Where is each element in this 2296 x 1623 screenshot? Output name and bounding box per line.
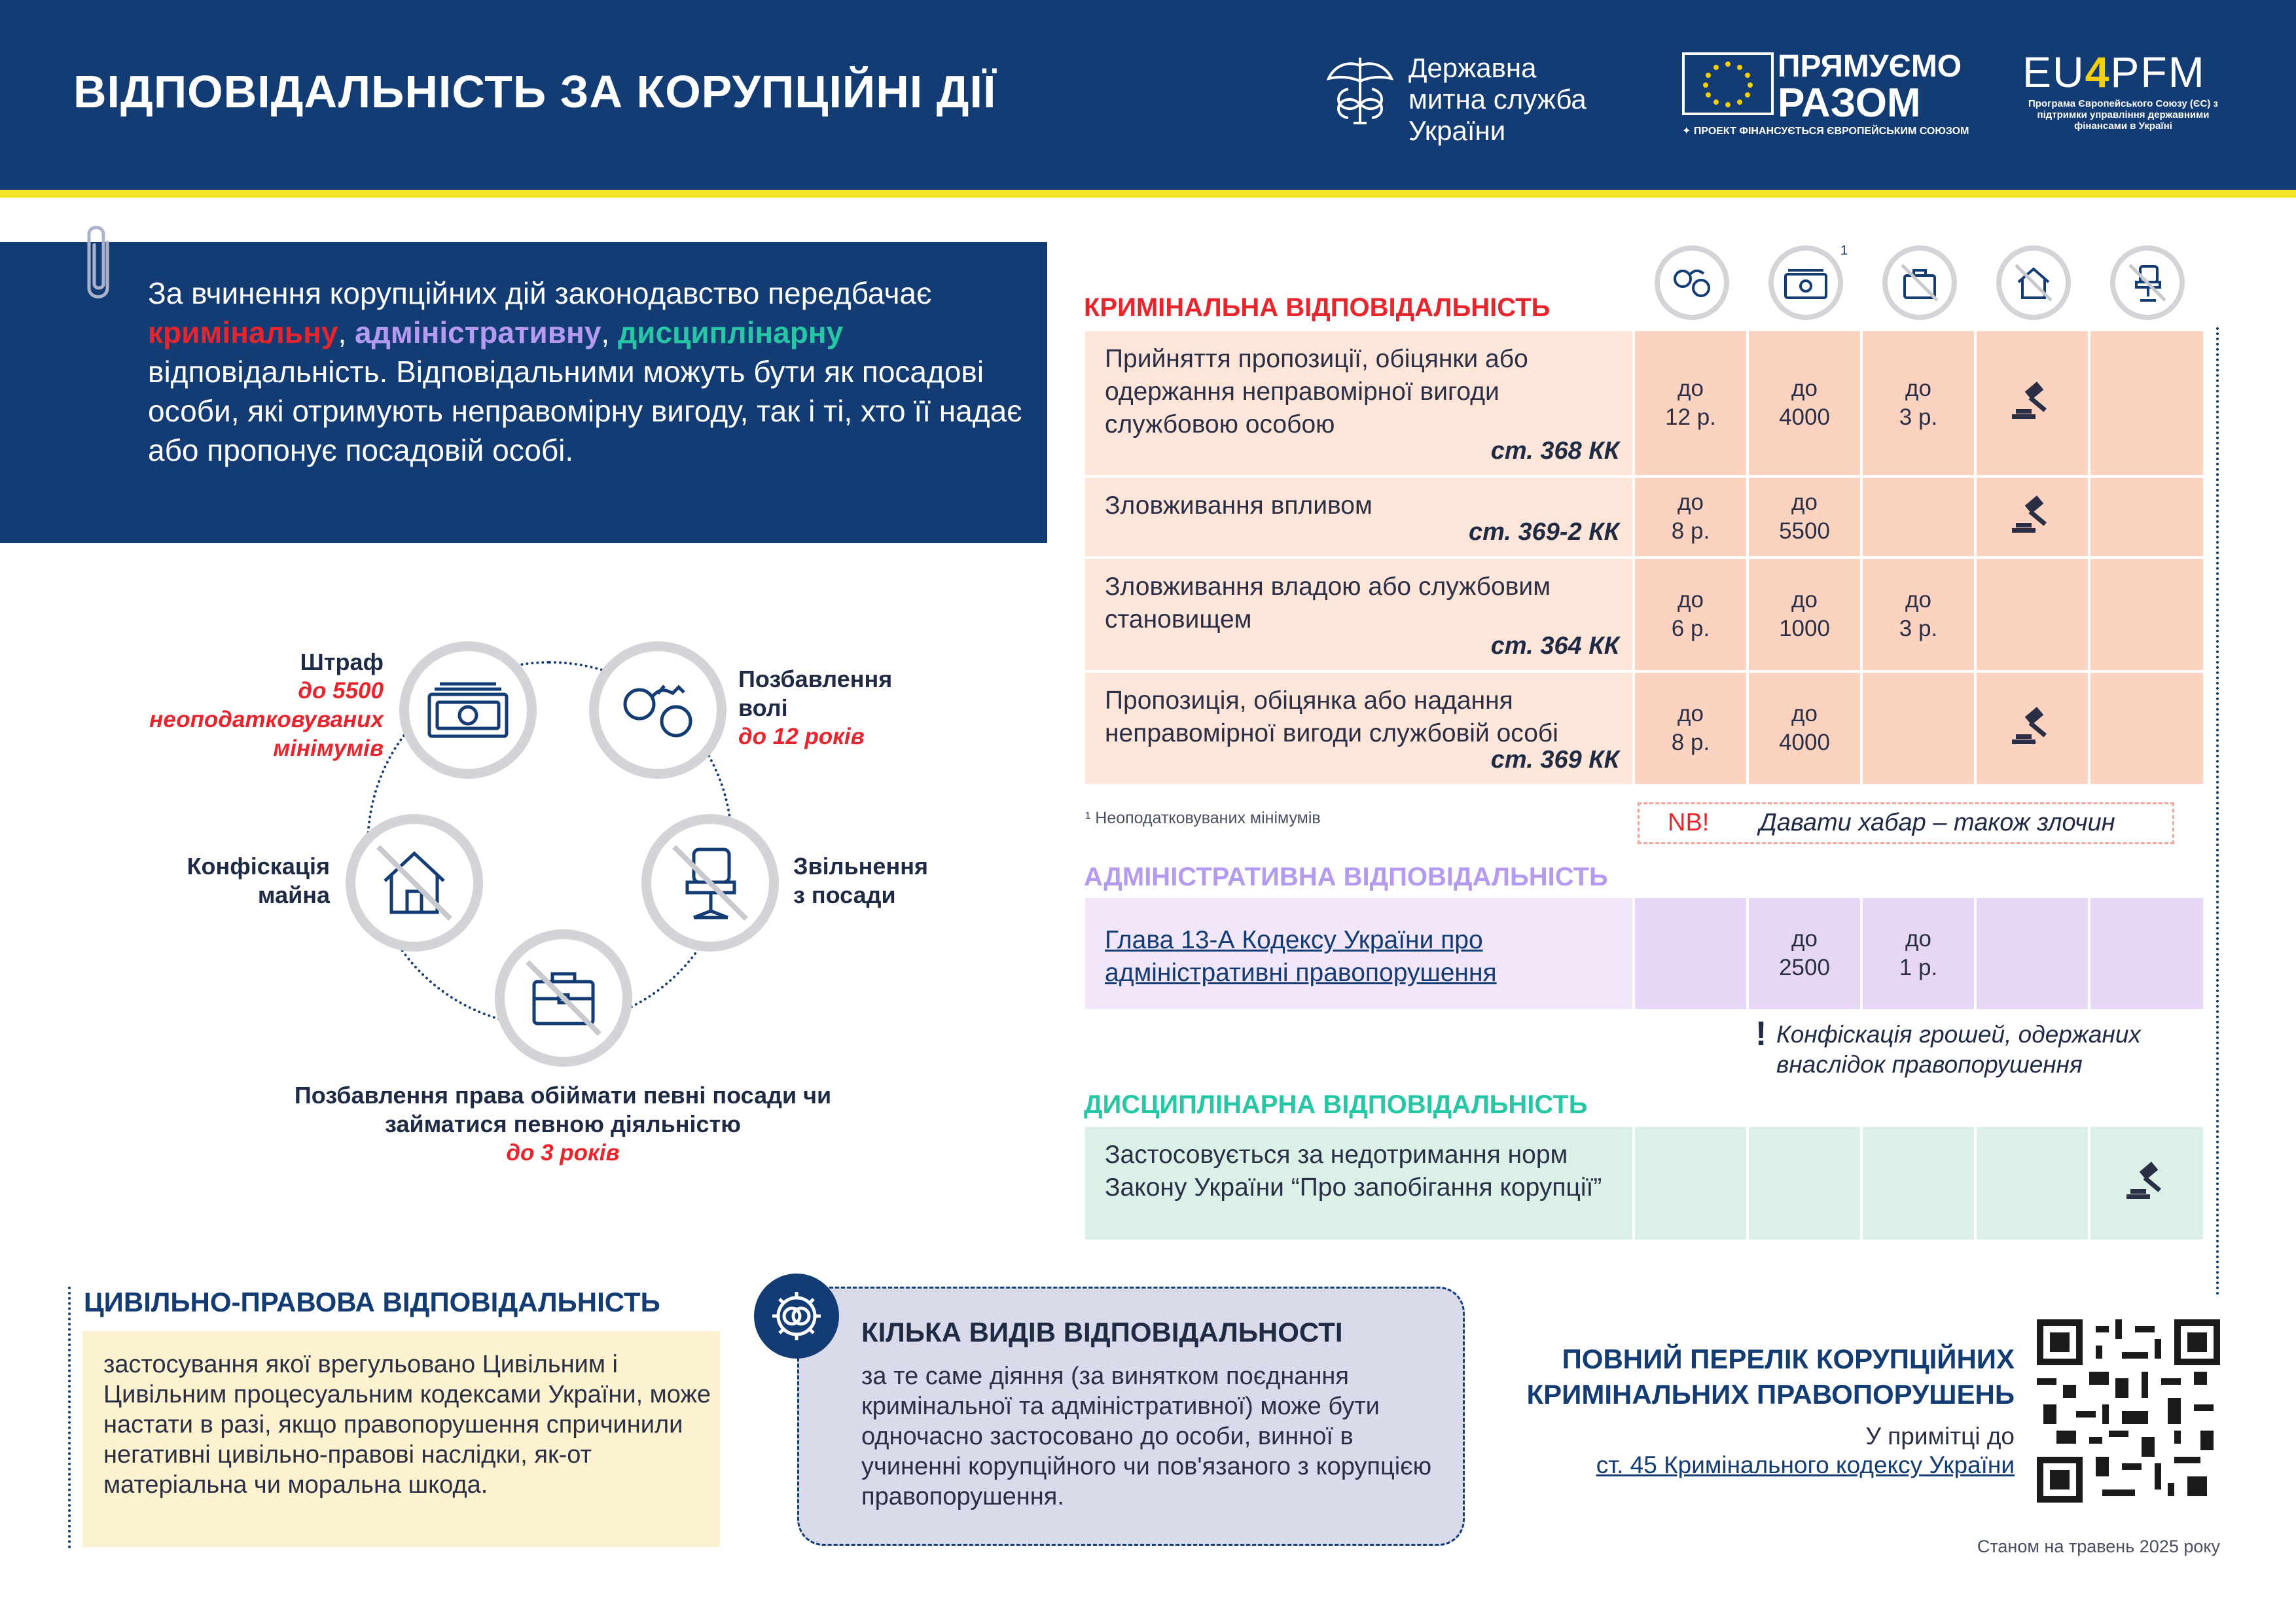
- criminal-row: [1085, 478, 2203, 556]
- multi-badge: [754, 1274, 839, 1359]
- civil-divider-line: [68, 1287, 71, 1548]
- criminal-dismissal-cell: [2090, 331, 2203, 475]
- criminal-desc-cell: [1085, 331, 1632, 475]
- article-reference: ст. 364 КК: [1490, 632, 1619, 660]
- offense-description: Зловживання впливом: [1105, 491, 1372, 520]
- office-chair-crossed-icon: [661, 834, 759, 932]
- header-prison-inner: [1660, 251, 1724, 315]
- criminal-row: [1085, 331, 2203, 475]
- table-divider-line: [2216, 327, 2219, 1296]
- gavel-icon: [2009, 382, 2055, 425]
- disc-confiscation-cell: [1977, 1127, 2088, 1240]
- together-logo-line: РАЗОМ: [1778, 80, 1921, 126]
- eu4pfm-logo: [2022, 47, 2206, 97]
- fine-label-group: [98, 648, 384, 763]
- criminal-confiscation-cell: [1977, 559, 2088, 670]
- admin-dismissal-cell: [2090, 898, 2203, 1009]
- administrative-code-link[interactable]: Глава 13-А Кодексу України про адміністративні правопорушення: [1105, 926, 1497, 987]
- offense-description: Пропозиція, обіцянка або надання неправомірної вигоди службовій особі: [1105, 687, 1558, 747]
- header-ban-icon-wrap: [1882, 245, 1957, 320]
- warning-mark: !: [1755, 1015, 1767, 1053]
- criminal-ban-cell: до 3 р.: [1863, 331, 1974, 475]
- eu-flag-icon: [1682, 52, 1774, 115]
- administrative-row: [1085, 898, 2203, 1009]
- criminal-section-title: КРИМІНАЛЬНА ВІДПОВІДАЛЬНІСТЬ: [1084, 293, 1551, 322]
- criminal-fine-cell: до 4000: [1749, 673, 1860, 784]
- header-dismissal-inner: [2115, 251, 2179, 315]
- briefcase-crossed-icon: [514, 949, 613, 1047]
- multi-title: КІЛЬКА ВИДІВ ВІДПОВІДАЛЬНОСТІ: [861, 1317, 1343, 1347]
- criminal-desc-cell: [1085, 673, 1632, 784]
- ban-label: займатися певною діяльністю: [385, 1111, 741, 1137]
- multi-text: за те саме діяння (за винятком поєднання кримінальної та адміністративної) може бути одночасно застосовано до особи, винної в учиненні корупційного чи пов'язаного з корупцією правопорушення.: [861, 1363, 1432, 1510]
- criminal-code-link[interactable]: ст. 45 Кримінального кодексу України: [1596, 1452, 2015, 1478]
- briefcase-crossed-icon: [1897, 260, 1943, 306]
- confiscation-label: Конфіскація: [187, 853, 330, 880]
- intro-criminal-highlight: кримінальну: [148, 315, 338, 349]
- eu4pfm-logo-number: 4: [2085, 48, 2111, 96]
- confiscation-circle: [346, 814, 483, 952]
- criminal-dismissal-cell: [2090, 478, 2203, 556]
- header-confiscation-inner: [2001, 251, 2066, 315]
- full-list-title: ПОВНИЙ ПЕРЕЛІК КОРУПЦІЙНИХ КРИМІНАЛЬНИХ ПРАВОПОРУШЕНЬ: [1526, 1344, 2015, 1410]
- fine-detail: мінімумів: [273, 736, 384, 761]
- admin-ban-cell: до 1 р.: [1863, 898, 1974, 1009]
- nb-label: NB!: [1668, 809, 1710, 836]
- criminal-desc-cell: [1085, 478, 1632, 556]
- eu4pfm-logo-part: EU: [2022, 48, 2085, 96]
- article-reference: ст. 369 КК: [1490, 746, 1619, 774]
- handcuffs-icon: [1671, 263, 1713, 302]
- together-logo-line: ПРЯМУЄМО: [1778, 49, 1962, 84]
- dismissal-label: Звільнення: [793, 853, 928, 880]
- admin-prison-cell: [1635, 898, 1746, 1009]
- criminal-fine-cell: до 1000: [1749, 559, 1860, 670]
- confiscation-label: майна: [257, 882, 330, 908]
- article-reference: ст. 368 КК: [1490, 437, 1619, 465]
- criminal-confiscation-cell: [1977, 331, 2088, 475]
- offense-description: Прийняття пропозиції, обіцянки або одержання неправомірної вигоди службовою особою: [1105, 345, 1528, 438]
- ban-label-group: [196, 1081, 929, 1168]
- administrative-desc-cell: [1085, 898, 1632, 1009]
- civil-section-title: ЦИВІЛЬНО-ПРАВОВА ВІДПОВІДАЛЬНІСТЬ: [84, 1287, 660, 1317]
- criminal-desc-cell: [1085, 559, 1632, 670]
- criminal-dismissal-cell: [2090, 673, 2203, 784]
- criminal-fine-cell: до 5500: [1749, 478, 1860, 556]
- disciplinary-row: [1085, 1127, 2203, 1240]
- prison-circle-wrap: [589, 641, 726, 779]
- header-prison-icon-wrap: [1655, 245, 1729, 320]
- intro-text-part: ,: [338, 315, 355, 349]
- prison-circle-inner: [599, 651, 717, 769]
- house-crossed-icon: [2011, 260, 2056, 306]
- money-icon: [1783, 265, 1829, 300]
- header-dismissal-icon-wrap: [2110, 245, 2185, 320]
- gavel-icon: [2009, 495, 2055, 539]
- criminal-confiscation-cell: [1977, 673, 2088, 784]
- customs-logo-line: Державна: [1408, 52, 1537, 83]
- customs-emblem-icon: [1322, 52, 1398, 128]
- intro-text-part: ,: [601, 315, 618, 349]
- disc-fine-cell: [1749, 1127, 1860, 1240]
- fine-label: Штраф: [300, 649, 384, 675]
- ban-detail: до 3 років: [506, 1140, 620, 1166]
- criminal-prison-cell: до 8 р.: [1635, 478, 1746, 556]
- handcuffs-icon: [619, 674, 697, 746]
- prison-label: волі: [738, 694, 788, 721]
- intro-disciplinary-highlight: дисциплінарну: [617, 315, 844, 349]
- fine-detail: неоподатковуваних: [149, 707, 384, 732]
- fine-circle-inner: [409, 651, 527, 769]
- intro-text-part: За вчинення корупційних дій законодавство передбачає: [148, 276, 932, 310]
- prison-circle: [589, 641, 726, 779]
- criminal-ban-cell: [1863, 673, 1974, 784]
- gear-icon: [767, 1287, 826, 1346]
- page-title: ВІДПОВІДАЛЬНІСТЬ ЗА КОРУПЦІЙНІ ДІЇ: [73, 66, 997, 117]
- admin-fine-cell: до 2500: [1749, 898, 1860, 1009]
- header-confiscation-icon-wrap: [1996, 245, 2071, 320]
- criminal-confiscation-cell: [1977, 478, 2088, 556]
- prison-label: Позбавлення: [738, 666, 893, 692]
- disc-prison-cell: [1635, 1127, 1746, 1240]
- full-list-note: У примітці до: [1865, 1423, 2015, 1450]
- criminal-prison-cell: до 8 р.: [1635, 673, 1746, 784]
- header-fine-icon-wrap: [1768, 245, 1843, 320]
- money-icon: [425, 677, 511, 743]
- gavel-icon: [2124, 1162, 2170, 1205]
- civil-text: застосування якої врегульовано Цивільним і Цивільним процесуальним кодексами України, може настати в разі, якщо правопорушення спричинили негативні цивільно-правові наслідки, як-от матеріальна чи моральна шкода.: [103, 1351, 711, 1499]
- prison-label-group: [738, 665, 892, 751]
- administrative-section-title: АДМІНІСТРАТИВНА ВІДПОВІДАЛЬНІСТЬ: [1084, 863, 1608, 891]
- customs-logo-line: митна служба: [1408, 84, 1587, 115]
- header-ban-inner: [1888, 251, 1952, 315]
- fine-detail: до 5500: [298, 678, 384, 704]
- criminal-row: [1085, 559, 2203, 670]
- disciplinary-desc-cell: [1085, 1127, 1632, 1240]
- nb-text: Давати хабар – також злочин: [1759, 809, 2115, 836]
- together-logo-subtitle: ✦ ПРОЕКТ ФІНАНСУЄТЬСЯ ЄВРОПЕЙСЬКИМ СОЮЗОМ: [1682, 126, 1969, 137]
- fine-circle: [399, 641, 537, 779]
- criminal-row: [1085, 673, 2203, 784]
- qr-code-icon[interactable]: [2037, 1319, 2220, 1503]
- criminal-prison-cell: до 12 р.: [1635, 331, 1746, 475]
- eu4pfm-logo-part: PFM: [2110, 48, 2206, 96]
- criminal-prison-cell: до 6 р.: [1635, 559, 1746, 670]
- gavel-icon: [2009, 707, 2055, 750]
- customs-logo-text: [1408, 52, 1587, 147]
- paperclip-icon: [81, 223, 115, 308]
- criminal-dismissal-cell: [2090, 559, 2203, 670]
- dismissal-circle-inner: [651, 824, 769, 942]
- dismissal-label-group: [793, 852, 928, 910]
- disciplinary-desc: Застосовується за недотримання норм Закону України “Про запобігання корупції”: [1105, 1141, 1602, 1202]
- offense-description: Зловживання владою або службовим становищем: [1105, 573, 1551, 633]
- admin-confiscation-cell: [1977, 898, 2088, 1009]
- date-stamp: Станом на травень 2025 року: [1977, 1537, 2220, 1556]
- footnote-marker: 1: [1840, 243, 1848, 258]
- criminal-fine-cell: до 4000: [1749, 331, 1860, 475]
- criminal-ban-cell: до 3 р.: [1863, 559, 1974, 670]
- header-fine-inner: [1774, 251, 1838, 315]
- dismissal-circle: [641, 814, 779, 952]
- intro-text-part: відповідальність. Відповідальними можуть бути як посадові особи, які отримують неправомірну вигоду, так і ті, хто її надає або пропонує посадовій особі.: [148, 355, 1022, 467]
- header-accent-line: [0, 190, 2296, 198]
- confiscation-label-group: [131, 852, 330, 910]
- intro-administrative-highlight: адміністративну: [355, 315, 601, 349]
- office-chair-crossed-icon: [2125, 260, 2170, 306]
- prison-detail: до 12 років: [738, 724, 865, 749]
- house-crossed-icon: [365, 834, 463, 932]
- administrative-warning-text: Конфіскація грошей, одержаних внаслідок правопорушення: [1776, 1021, 2141, 1078]
- confiscation-circle-inner: [355, 824, 473, 942]
- ban-circle-inner: [505, 939, 622, 1057]
- together-logo-text: [1778, 49, 1962, 126]
- customs-logo-line: України: [1408, 115, 1506, 146]
- criminal-ban-cell: [1863, 478, 1974, 556]
- disc-dismissal-cell: [2090, 1127, 2203, 1240]
- eu4pfm-logo-subtitle: Програма Європейського Союзу (ЄС) з підтримки управління державними фінансами в Україні: [2028, 98, 2219, 132]
- intro-text: [148, 274, 1025, 470]
- disciplinary-section-title: ДИСЦИПЛІНАРНА ВІДПОВІДАЛЬНІСТЬ: [1084, 1090, 1588, 1119]
- ban-circle: [495, 929, 632, 1067]
- article-reference: ст. 369-2 КК: [1468, 518, 1619, 546]
- disc-ban-cell: [1863, 1127, 1974, 1240]
- dismissal-label: з посади: [793, 882, 896, 908]
- footnote-text: ¹ Неоподатковуваних мінімумів: [1085, 809, 1321, 827]
- ban-label: Позбавлення права обіймати певні посади чи: [294, 1082, 832, 1109]
